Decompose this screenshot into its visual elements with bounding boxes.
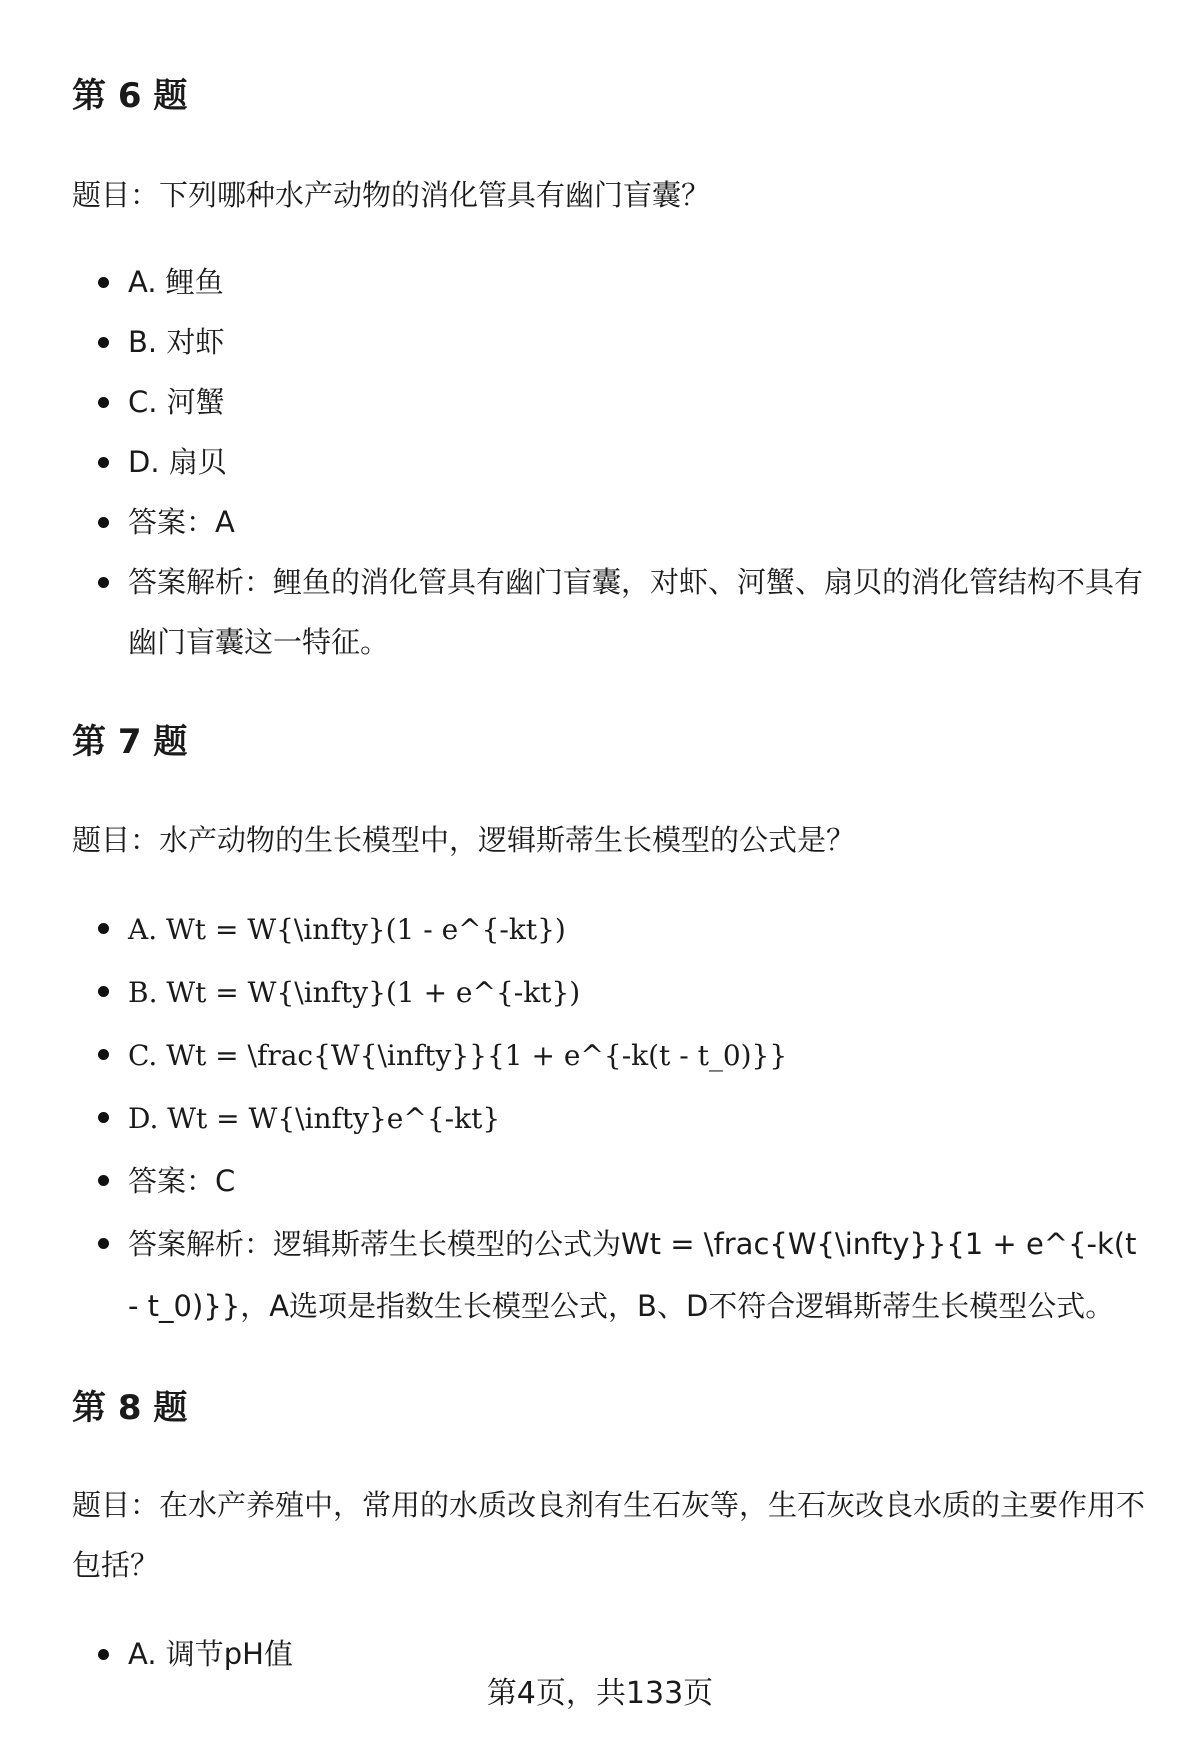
list-item [72,1150,1152,1213]
bullet-icon [98,337,109,348]
bullet-icon [98,1649,109,1660]
bullet-icon [98,277,109,288]
question-8-stem: 题目：在水产养殖中，常用的水质改良剂有生石灰等，生石灰改良水质的主要作用不包括？ [72,1488,1146,1582]
bullet-icon [98,577,109,588]
list-item [72,432,1152,492]
list-item [72,898,1152,961]
answer: 答案：C [128,1164,236,1198]
question-7-options [72,898,1152,1323]
list-item [72,312,1152,372]
list-item [72,961,1152,1024]
bullet-icon [98,1049,109,1060]
bullet-icon [98,517,109,528]
page-number: 第4页，共133页 [486,1676,714,1711]
option-d: D. 扇贝 [128,445,227,479]
list-item [72,552,1152,672]
analysis: 答案解析：逻辑斯蒂生长模型的公式为Wt = \frac{W{\infty}}{1 + e^{-k(t - t_0)}}，A选项是指数生长模型公式，B、D不符合逻辑斯蒂生长模型公式。 [128,1227,1137,1323]
list-item [72,372,1152,432]
bullet-icon [98,986,109,997]
option-d: D. Wt = W{\infty}e^{-kt} [128,1102,501,1135]
question-7-heading: 第 7 题 [72,722,188,762]
bullet-icon [98,1175,109,1186]
option-c: C. Wt = \frac{W{\infty}}{1 + e^{-k(t - t_0)}} [128,1039,788,1072]
list-item [72,1087,1152,1150]
question-8-heading: 第 8 题 [72,1388,188,1428]
option-a: A. Wt = W{\infty}(1 - e^{-kt}) [128,913,566,946]
bullet-icon [98,923,109,934]
option-a: A. 调节pH值 [128,1637,293,1671]
question-7-stem: 题目：水产动物的生长模型中，逻辑斯蒂生长模型的公式是？ [72,823,856,857]
bullet-icon [98,457,109,468]
list-item [72,492,1152,552]
option-b: B. Wt = W{\infty}(1 + e^{-kt}) [128,976,581,1009]
bullet-icon [98,1238,109,1249]
list-item [72,1024,1152,1087]
list-item [72,1213,1152,1323]
option-c: C. 河蟹 [128,385,225,419]
option-b: B. 对虾 [128,325,225,359]
question-6-stem: 题目：下列哪种水产动物的消化管具有幽门盲囊？ [72,178,711,212]
answer: 答案：A [128,505,235,539]
question-6-options [72,252,1152,672]
list-item [72,252,1152,312]
option-a: A. 鲤鱼 [128,265,224,299]
analysis: 答案解析：鲤鱼的消化管具有幽门盲囊，对虾、河蟹、扇贝的消化管结构不具有幽门盲囊这一特征。 [128,565,1144,659]
bullet-icon [98,1112,109,1123]
question-6-heading: 第 6 题 [72,76,188,116]
bullet-icon [98,397,109,408]
